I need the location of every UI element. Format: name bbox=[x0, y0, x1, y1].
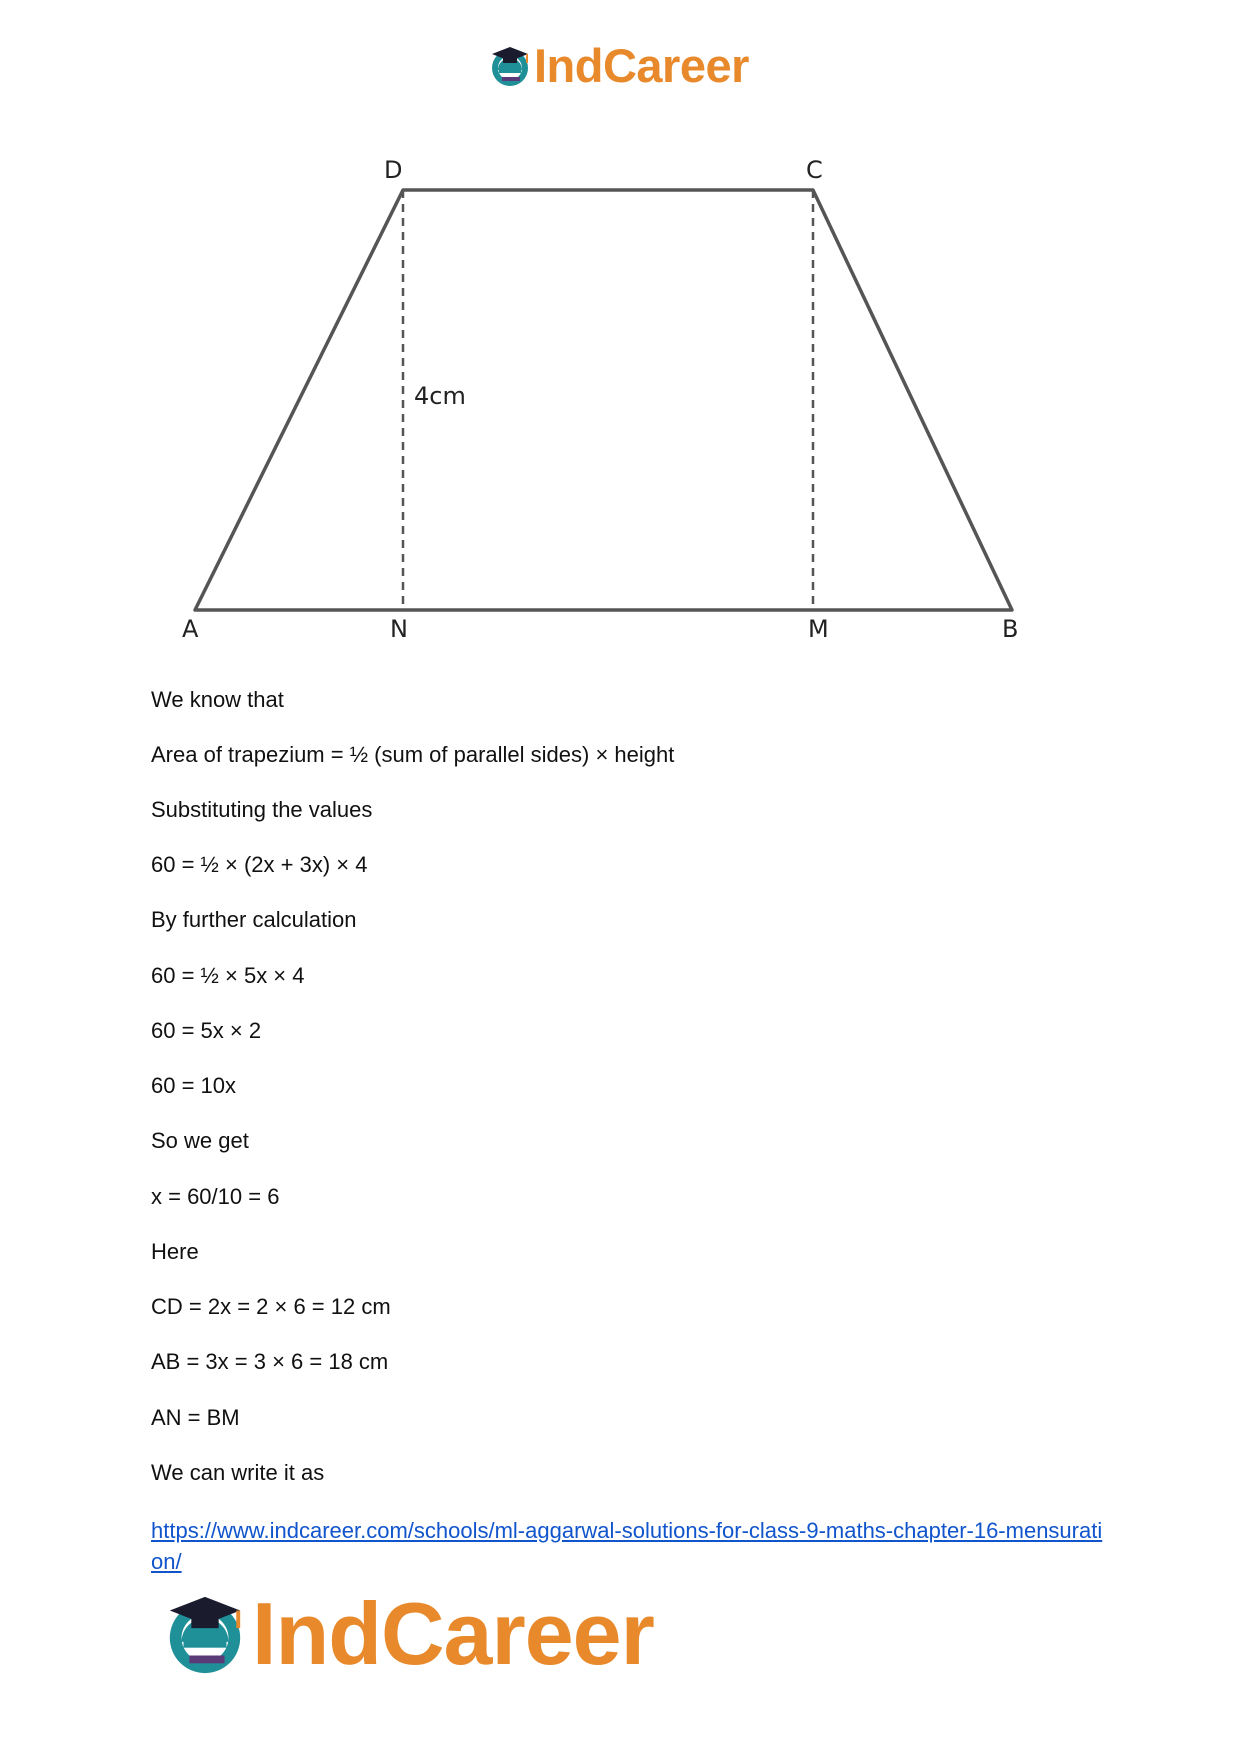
graduation-cap-logo-icon bbox=[162, 1591, 248, 1677]
label-d: D bbox=[384, 156, 403, 184]
graduation-cap-logo-icon bbox=[488, 44, 532, 88]
label-c: C bbox=[806, 156, 823, 184]
text-line: 60 = 5x × 2 bbox=[151, 1018, 262, 1043]
text-line: 60 = 10x bbox=[151, 1073, 237, 1098]
text-line: Here bbox=[151, 1239, 199, 1264]
header-logo bbox=[488, 40, 749, 92]
label-b: B bbox=[1002, 615, 1019, 643]
label-a: A bbox=[182, 615, 199, 643]
text-line: 60 = ½ × 5x × 4 bbox=[151, 963, 305, 988]
text-line: We can write it as bbox=[151, 1460, 325, 1485]
label-m: M bbox=[808, 615, 829, 643]
text-line: By further calculation bbox=[151, 907, 357, 932]
text-line: AB = 3x = 3 × 6 = 18 cm bbox=[151, 1349, 389, 1374]
text-line: CD = 2x = 2 × 6 = 12 cm bbox=[151, 1294, 391, 1319]
source-link[interactable]: https://www.indcareer.com/schools/ml-aggarwal-solutions-for-class-9-maths-chapter-16-mensuration/ bbox=[151, 1518, 1103, 1574]
text-line: x = 60/10 = 6 bbox=[151, 1184, 280, 1209]
logo-wordmark: IndCareer bbox=[252, 1584, 654, 1683]
trapezium-figure bbox=[170, 148, 1070, 658]
label-n: N bbox=[390, 615, 408, 643]
text-line: Substituting the values bbox=[151, 797, 373, 822]
footer-logo bbox=[162, 1584, 654, 1683]
text-line: 60 = ½ × (2x + 3x) × 4 bbox=[151, 852, 368, 877]
logo-wordmark: IndCareer bbox=[534, 39, 749, 92]
text-line: Area of trapezium = ½ (sum of parallel sides) × height bbox=[151, 742, 675, 767]
text-line: AN = BM bbox=[151, 1405, 240, 1430]
trapezium-outline bbox=[195, 190, 1012, 610]
text-line: So we get bbox=[151, 1128, 249, 1153]
text-line: We know that bbox=[151, 687, 284, 712]
height-label: 4cm bbox=[414, 382, 466, 410]
